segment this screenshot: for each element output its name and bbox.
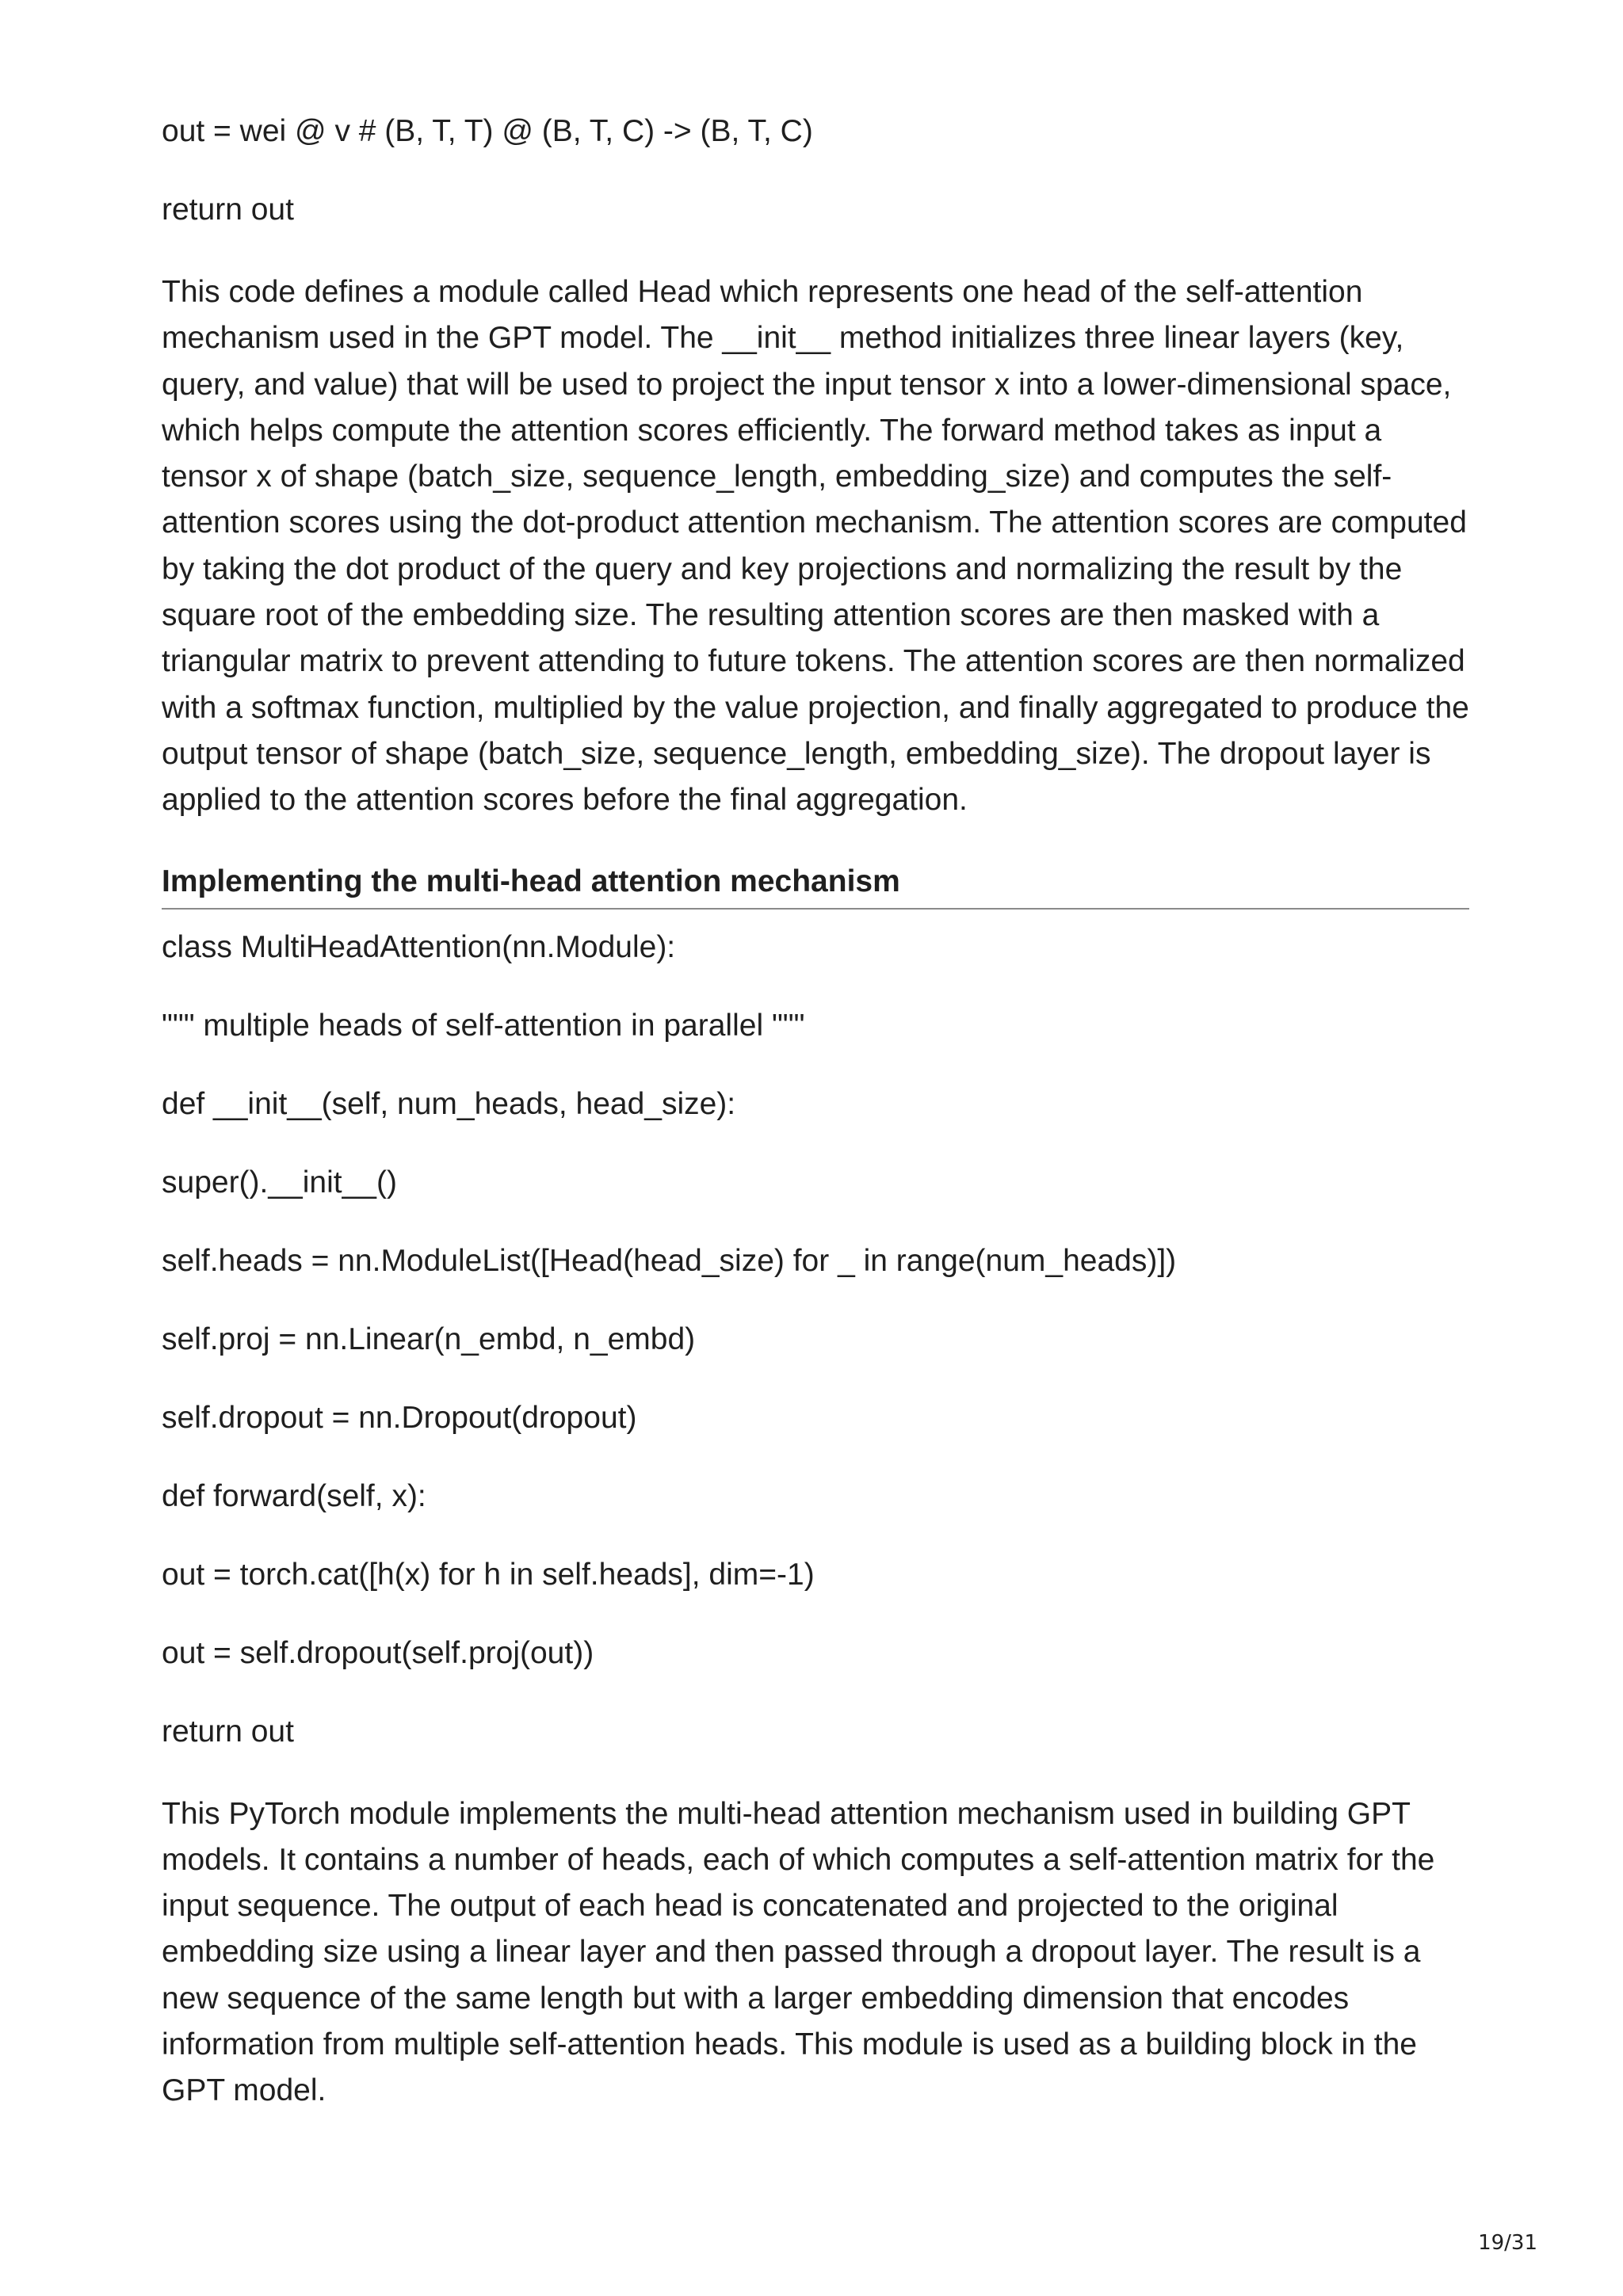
code-line: out = torch.cat([h(x) for h in self.heads], dim=-1)	[162, 1557, 815, 1592]
code-line: def __init__(self, num_heads, head_size):	[162, 1086, 736, 1121]
code-line: out = wei @ v # (B, T, T) @ (B, T, C) -> (B, T, C)	[162, 114, 813, 148]
section-heading: Implementing the multi-head attention mechanism	[162, 864, 900, 898]
page-number: 19/31	[1478, 2231, 1537, 2255]
code-line: return out	[162, 1714, 294, 1749]
article-content	[162, 113, 1469, 2115]
paragraph-multihead-explanation: This PyTorch module implements the multi-head attention mechanism used in building GPT models. It contains a number of heads, each of which computes a self-attention matrix for the input sequence. The output of each head is concatenated and projected to the original embedding size using a linear layer and then passed through a dropout layer. The result is a new sequence of the same length but with a larger embedding dimension that encodes information from multiple self-attention heads. This module is used as a building block in the GPT model.	[162, 1796, 1435, 2108]
code-line: """ multiple heads of self-attention in parallel """	[162, 1008, 805, 1043]
code-line: super().__init__()	[162, 1165, 397, 1199]
code-line: class MultiHeadAttention(nn.Module):	[162, 929, 676, 964]
code-line: def forward(self, x):	[162, 1478, 426, 1513]
code-line: self.dropout = nn.Dropout(dropout)	[162, 1400, 637, 1435]
code-line: self.proj = nn.Linear(n_embd, n_embd)	[162, 1322, 696, 1356]
code-line: self.heads = nn.ModuleList([Head(head_size) for _ in range(num_heads)])	[162, 1243, 1177, 1278]
code-line: return out	[162, 193, 294, 227]
section-heading-block	[162, 862, 1469, 910]
code-line: out = self.dropout(self.proj(out))	[162, 1635, 594, 1670]
paragraph-head-explanation: This code defines a module called Head which represents one head of the self-attention mechanism used in the GPT model. The __init__ method initializes three linear layers (key, query, and value) that will be used to project the input tensor x into a lower-dimensional space, which helps compute the attention scores efficiently. The forward method takes as input a tensor x of shape (batch_size, sequence_length, embedding_size) and computes the self-attention scores using the dot-product attention mechanism. The attention scores are computed by taking the dot product of the query and key projections and normalizing the result by the square root of the embedding size. The resulting attention scores are then masked with a triangular matrix to prevent attending to future tokens. The attention scores are then normalized with a softmax function, multiplied by the value projection, and finally aggregated to produce the output tensor of shape (batch_size, sequence_length, embedding_size). The dropout layer is applied to the attention scores before the final aggregation.	[162, 275, 1469, 818]
